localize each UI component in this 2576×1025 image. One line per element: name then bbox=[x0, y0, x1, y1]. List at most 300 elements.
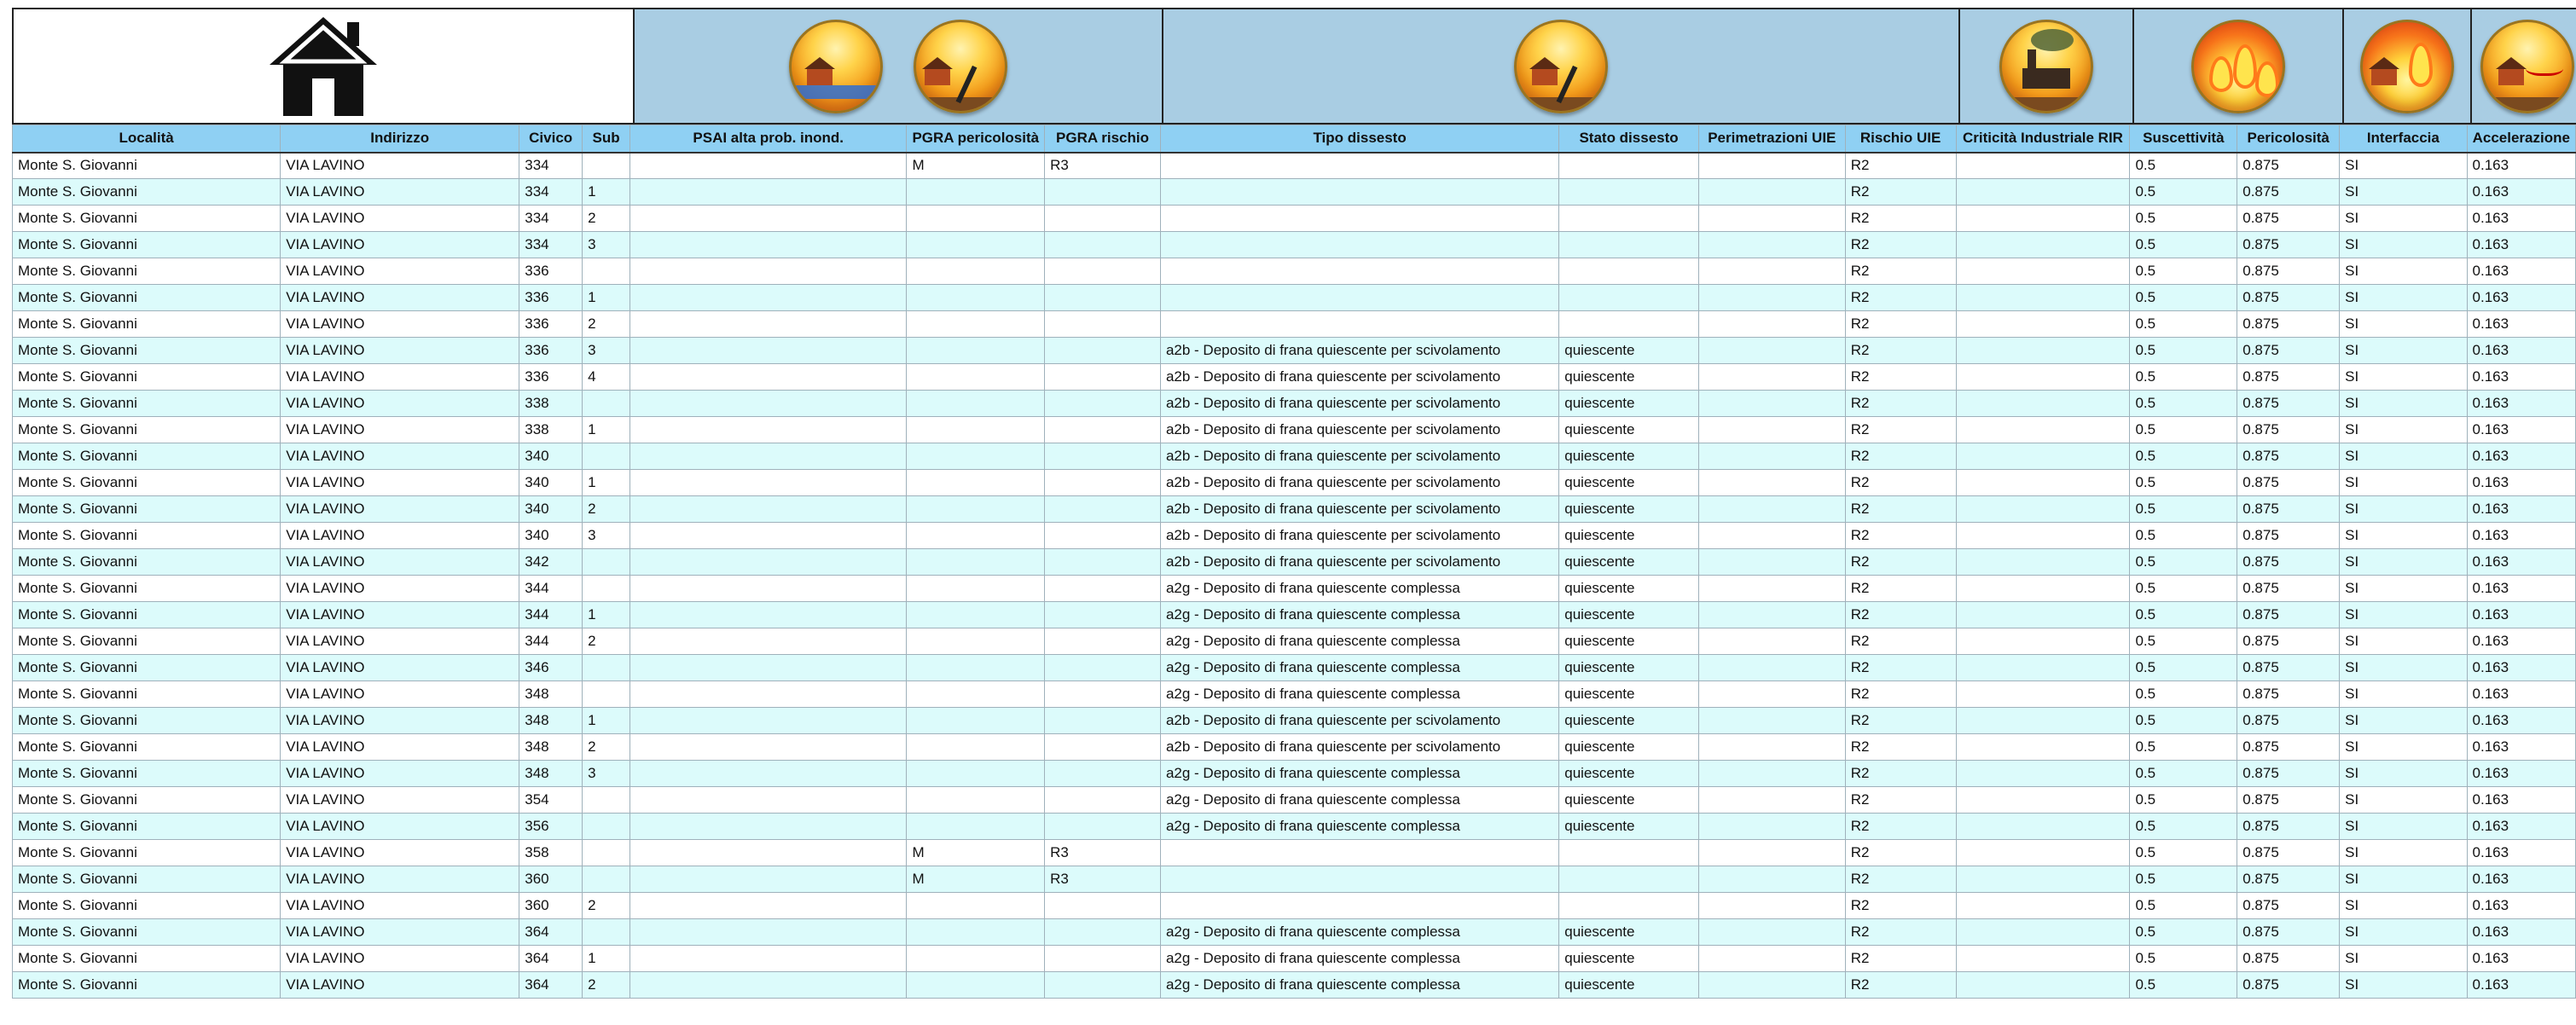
table-cell[interactable]: SI bbox=[2340, 338, 2467, 364]
table-cell[interactable]: 0.163 bbox=[2467, 549, 2575, 576]
table-cell[interactable] bbox=[907, 391, 1045, 417]
table-cell[interactable] bbox=[1045, 893, 1161, 919]
table-cell[interactable] bbox=[629, 179, 906, 206]
table-cell[interactable] bbox=[1698, 311, 1845, 338]
table-cell[interactable] bbox=[1160, 866, 1558, 893]
table-cell[interactable] bbox=[1045, 417, 1161, 443]
table-cell[interactable]: VIA LAVINO bbox=[281, 787, 519, 814]
table-cell[interactable] bbox=[907, 734, 1045, 761]
table-cell[interactable]: VIA LAVINO bbox=[281, 628, 519, 655]
table-cell[interactable]: VIA LAVINO bbox=[281, 972, 519, 999]
table-cell[interactable]: 0.875 bbox=[2237, 391, 2340, 417]
table-cell[interactable]: R2 bbox=[1845, 840, 1956, 866]
table-cell[interactable]: quiescente bbox=[1559, 523, 1699, 549]
table-cell[interactable] bbox=[629, 893, 906, 919]
table-cell[interactable] bbox=[1160, 840, 1558, 866]
table-cell[interactable]: 0.163 bbox=[2467, 523, 2575, 549]
table-cell[interactable]: quiescente bbox=[1559, 364, 1699, 391]
table-cell[interactable]: SI bbox=[2340, 628, 2467, 655]
table-cell[interactable]: Monte S. Giovanni bbox=[13, 576, 281, 602]
table-cell[interactable] bbox=[1956, 708, 2130, 734]
table-cell[interactable]: 364 bbox=[519, 972, 583, 999]
table-cell[interactable]: VIA LAVINO bbox=[281, 734, 519, 761]
table-cell[interactable]: SI bbox=[2340, 258, 2467, 285]
table-cell[interactable]: Monte S. Giovanni bbox=[13, 761, 281, 787]
table-cell[interactable] bbox=[907, 972, 1045, 999]
table-cell[interactable]: a2g - Deposito di frana quiescente complessa bbox=[1160, 972, 1558, 999]
table-cell[interactable]: 0.163 bbox=[2467, 734, 2575, 761]
table-cell[interactable] bbox=[629, 814, 906, 840]
table-cell[interactable]: 0.875 bbox=[2237, 893, 2340, 919]
table-cell[interactable] bbox=[1045, 602, 1161, 628]
column-header[interactable]: Suscettività bbox=[2130, 125, 2237, 153]
table-cell[interactable] bbox=[1698, 206, 1845, 232]
column-header[interactable]: PGRA pericolosità bbox=[907, 125, 1045, 153]
table-cell[interactable]: SI bbox=[2340, 761, 2467, 787]
table-cell[interactable] bbox=[1045, 285, 1161, 311]
table-cell[interactable]: 0.875 bbox=[2237, 206, 2340, 232]
table-cell[interactable]: Monte S. Giovanni bbox=[13, 866, 281, 893]
table-cell[interactable]: 0.5 bbox=[2130, 285, 2237, 311]
table-cell[interactable]: a2b - Deposito di frana quiescente per scivolamento bbox=[1160, 708, 1558, 734]
table-cell[interactable]: 1 bbox=[583, 285, 630, 311]
table-cell[interactable]: quiescente bbox=[1559, 919, 1699, 946]
table-cell[interactable]: Monte S. Giovanni bbox=[13, 549, 281, 576]
table-cell[interactable]: VIA LAVINO bbox=[281, 814, 519, 840]
table-cell[interactable]: 0.875 bbox=[2237, 946, 2340, 972]
table-cell[interactable] bbox=[1698, 919, 1845, 946]
table-cell[interactable] bbox=[1045, 523, 1161, 549]
table-cell[interactable]: R2 bbox=[1845, 523, 1956, 549]
column-header[interactable]: Indirizzo bbox=[281, 125, 519, 153]
table-cell[interactable] bbox=[1045, 311, 1161, 338]
table-cell[interactable]: 1 bbox=[583, 417, 630, 443]
table-cell[interactable] bbox=[1956, 549, 2130, 576]
table-cell[interactable]: 0.5 bbox=[2130, 919, 2237, 946]
table-cell[interactable]: 0.5 bbox=[2130, 708, 2237, 734]
column-header[interactable]: Località bbox=[13, 125, 281, 153]
table-cell[interactable]: R2 bbox=[1845, 549, 1956, 576]
table-cell[interactable] bbox=[1956, 893, 2130, 919]
table-cell[interactable]: R2 bbox=[1845, 655, 1956, 681]
table-cell[interactable]: SI bbox=[2340, 840, 2467, 866]
table-cell[interactable]: quiescente bbox=[1559, 972, 1699, 999]
table-cell[interactable]: 334 bbox=[519, 232, 583, 258]
table-cell[interactable]: VIA LAVINO bbox=[281, 258, 519, 285]
table-cell[interactable]: VIA LAVINO bbox=[281, 866, 519, 893]
table-cell[interactable]: R2 bbox=[1845, 628, 1956, 655]
table-cell[interactable] bbox=[1045, 576, 1161, 602]
table-cell[interactable]: quiescente bbox=[1559, 338, 1699, 364]
table-cell[interactable]: quiescente bbox=[1559, 946, 1699, 972]
table-cell[interactable]: a2b - Deposito di frana quiescente per scivolamento bbox=[1160, 470, 1558, 496]
table-cell[interactable]: 346 bbox=[519, 655, 583, 681]
table-cell[interactable]: 0.163 bbox=[2467, 681, 2575, 708]
table-cell[interactable] bbox=[907, 232, 1045, 258]
table-cell[interactable] bbox=[1956, 232, 2130, 258]
table-cell[interactable]: quiescente bbox=[1559, 708, 1699, 734]
table-cell[interactable]: 348 bbox=[519, 681, 583, 708]
table-cell[interactable]: VIA LAVINO bbox=[281, 311, 519, 338]
column-header[interactable]: PSAI alta prob. inond. bbox=[629, 125, 906, 153]
table-cell[interactable]: quiescente bbox=[1559, 549, 1699, 576]
table-cell[interactable]: SI bbox=[2340, 708, 2467, 734]
table-cell[interactable]: 0.5 bbox=[2130, 364, 2237, 391]
table-cell[interactable]: 3 bbox=[583, 232, 630, 258]
table-cell[interactable] bbox=[1698, 681, 1845, 708]
table-cell[interactable] bbox=[629, 470, 906, 496]
table-cell[interactable] bbox=[907, 576, 1045, 602]
table-cell[interactable]: a2b - Deposito di frana quiescente per scivolamento bbox=[1160, 443, 1558, 470]
table-cell[interactable] bbox=[907, 946, 1045, 972]
table-cell[interactable]: 0.5 bbox=[2130, 734, 2237, 761]
table-cell[interactable]: 338 bbox=[519, 417, 583, 443]
table-cell[interactable]: 1 bbox=[583, 179, 630, 206]
table-cell[interactable] bbox=[1956, 179, 2130, 206]
table-cell[interactable] bbox=[629, 523, 906, 549]
table-cell[interactable] bbox=[907, 311, 1045, 338]
table-cell[interactable]: R2 bbox=[1845, 681, 1956, 708]
table-cell[interactable] bbox=[907, 893, 1045, 919]
table-cell[interactable]: 0.163 bbox=[2467, 866, 2575, 893]
table-cell[interactable] bbox=[907, 628, 1045, 655]
table-cell[interactable] bbox=[1698, 443, 1845, 470]
table-cell[interactable]: M bbox=[907, 840, 1045, 866]
table-cell[interactable]: SI bbox=[2340, 602, 2467, 628]
table-cell[interactable]: 364 bbox=[519, 946, 583, 972]
table-cell[interactable]: VIA LAVINO bbox=[281, 840, 519, 866]
column-header[interactable]: Civico bbox=[519, 125, 583, 153]
table-cell[interactable]: R2 bbox=[1845, 602, 1956, 628]
table-cell[interactable]: SI bbox=[2340, 681, 2467, 708]
table-cell[interactable] bbox=[583, 814, 630, 840]
table-cell[interactable]: VIA LAVINO bbox=[281, 496, 519, 523]
table-cell[interactable]: Monte S. Giovanni bbox=[13, 602, 281, 628]
table-cell[interactable]: 2 bbox=[583, 893, 630, 919]
table-cell[interactable] bbox=[1559, 285, 1699, 311]
table-cell[interactable]: VIA LAVINO bbox=[281, 338, 519, 364]
table-cell[interactable] bbox=[1045, 655, 1161, 681]
table-cell[interactable]: R2 bbox=[1845, 285, 1956, 311]
table-cell[interactable]: 0.163 bbox=[2467, 576, 2575, 602]
table-cell[interactable]: SI bbox=[2340, 417, 2467, 443]
table-cell[interactable]: 0.875 bbox=[2237, 840, 2340, 866]
table-cell[interactable]: 0.163 bbox=[2467, 761, 2575, 787]
table-cell[interactable] bbox=[1956, 443, 2130, 470]
table-cell[interactable] bbox=[629, 946, 906, 972]
table-cell[interactable]: Monte S. Giovanni bbox=[13, 972, 281, 999]
table-cell[interactable]: VIA LAVINO bbox=[281, 285, 519, 311]
table-cell[interactable]: R2 bbox=[1845, 417, 1956, 443]
table-cell[interactable] bbox=[1160, 153, 1558, 179]
table-cell[interactable]: quiescente bbox=[1559, 734, 1699, 761]
table-cell[interactable]: SI bbox=[2340, 470, 2467, 496]
table-cell[interactable]: R2 bbox=[1845, 866, 1956, 893]
table-cell[interactable] bbox=[1559, 232, 1699, 258]
table-cell[interactable]: Monte S. Giovanni bbox=[13, 311, 281, 338]
table-cell[interactable] bbox=[1160, 311, 1558, 338]
table-cell[interactable]: 0.5 bbox=[2130, 681, 2237, 708]
table-cell[interactable] bbox=[1956, 391, 2130, 417]
table-cell[interactable] bbox=[907, 364, 1045, 391]
table-cell[interactable]: R2 bbox=[1845, 338, 1956, 364]
table-cell[interactable] bbox=[1698, 708, 1845, 734]
table-cell[interactable] bbox=[1045, 391, 1161, 417]
table-cell[interactable]: SI bbox=[2340, 391, 2467, 417]
table-cell[interactable] bbox=[907, 285, 1045, 311]
table-cell[interactable]: 3 bbox=[583, 338, 630, 364]
table-cell[interactable]: 0.5 bbox=[2130, 549, 2237, 576]
table-cell[interactable] bbox=[1956, 338, 2130, 364]
table-cell[interactable]: 0.875 bbox=[2237, 866, 2340, 893]
table-cell[interactable] bbox=[907, 549, 1045, 576]
table-cell[interactable] bbox=[907, 496, 1045, 523]
table-cell[interactable] bbox=[1698, 761, 1845, 787]
table-cell[interactable] bbox=[1698, 972, 1845, 999]
table-cell[interactable]: quiescente bbox=[1559, 628, 1699, 655]
table-cell[interactable]: 360 bbox=[519, 893, 583, 919]
table-cell[interactable]: a2g - Deposito di frana quiescente complessa bbox=[1160, 576, 1558, 602]
table-cell[interactable] bbox=[629, 496, 906, 523]
table-cell[interactable]: 334 bbox=[519, 179, 583, 206]
table-cell[interactable] bbox=[1698, 364, 1845, 391]
table-cell[interactable]: VIA LAVINO bbox=[281, 391, 519, 417]
table-cell[interactable]: a2g - Deposito di frana quiescente complessa bbox=[1160, 946, 1558, 972]
table-cell[interactable]: Monte S. Giovanni bbox=[13, 840, 281, 866]
table-cell[interactable] bbox=[629, 206, 906, 232]
table-cell[interactable] bbox=[1698, 179, 1845, 206]
table-cell[interactable]: VIA LAVINO bbox=[281, 153, 519, 179]
table-cell[interactable]: SI bbox=[2340, 364, 2467, 391]
table-cell[interactable]: 2 bbox=[583, 734, 630, 761]
table-cell[interactable]: SI bbox=[2340, 946, 2467, 972]
table-cell[interactable] bbox=[1559, 311, 1699, 338]
table-cell[interactable]: 0.5 bbox=[2130, 866, 2237, 893]
table-cell[interactable] bbox=[1045, 946, 1161, 972]
table-cell[interactable]: Monte S. Giovanni bbox=[13, 285, 281, 311]
table-cell[interactable]: 0.163 bbox=[2467, 602, 2575, 628]
table-cell[interactable]: 0.163 bbox=[2467, 655, 2575, 681]
table-cell[interactable] bbox=[1698, 258, 1845, 285]
table-cell[interactable] bbox=[907, 470, 1045, 496]
table-cell[interactable]: 342 bbox=[519, 549, 583, 576]
table-cell[interactable]: 348 bbox=[519, 761, 583, 787]
table-cell[interactable] bbox=[1045, 628, 1161, 655]
table-cell[interactable]: 0.163 bbox=[2467, 814, 2575, 840]
table-cell[interactable]: VIA LAVINO bbox=[281, 179, 519, 206]
table-cell[interactable]: 0.5 bbox=[2130, 179, 2237, 206]
table-cell[interactable]: R2 bbox=[1845, 153, 1956, 179]
table-cell[interactable] bbox=[583, 787, 630, 814]
table-cell[interactable] bbox=[1956, 206, 2130, 232]
table-cell[interactable] bbox=[1698, 734, 1845, 761]
table-cell[interactable] bbox=[629, 258, 906, 285]
table-cell[interactable]: 360 bbox=[519, 866, 583, 893]
table-cell[interactable] bbox=[1956, 866, 2130, 893]
table-cell[interactable]: Monte S. Giovanni bbox=[13, 338, 281, 364]
table-cell[interactable]: VIA LAVINO bbox=[281, 576, 519, 602]
table-cell[interactable]: 0.163 bbox=[2467, 628, 2575, 655]
table-cell[interactable]: quiescente bbox=[1559, 576, 1699, 602]
table-cell[interactable] bbox=[1956, 681, 2130, 708]
table-cell[interactable]: R2 bbox=[1845, 206, 1956, 232]
table-cell[interactable]: Monte S. Giovanni bbox=[13, 814, 281, 840]
table-cell[interactable] bbox=[907, 523, 1045, 549]
table-cell[interactable]: 0.5 bbox=[2130, 338, 2237, 364]
table-cell[interactable]: 0.5 bbox=[2130, 232, 2237, 258]
table-cell[interactable] bbox=[1956, 655, 2130, 681]
table-cell[interactable]: 0.875 bbox=[2237, 734, 2340, 761]
table-cell[interactable]: 0.5 bbox=[2130, 470, 2237, 496]
table-cell[interactable]: a2b - Deposito di frana quiescente per scivolamento bbox=[1160, 549, 1558, 576]
table-cell[interactable] bbox=[1045, 179, 1161, 206]
table-cell[interactable] bbox=[1160, 232, 1558, 258]
table-cell[interactable] bbox=[1559, 179, 1699, 206]
table-cell[interactable] bbox=[629, 708, 906, 734]
table-cell[interactable]: R2 bbox=[1845, 919, 1956, 946]
table-cell[interactable]: SI bbox=[2340, 179, 2467, 206]
table-cell[interactable]: VIA LAVINO bbox=[281, 919, 519, 946]
table-cell[interactable] bbox=[629, 761, 906, 787]
table-cell[interactable] bbox=[1956, 734, 2130, 761]
table-cell[interactable]: 336 bbox=[519, 364, 583, 391]
table-cell[interactable]: Monte S. Giovanni bbox=[13, 787, 281, 814]
table-cell[interactable] bbox=[629, 417, 906, 443]
table-cell[interactable]: R2 bbox=[1845, 311, 1956, 338]
table-cell[interactable]: 0.875 bbox=[2237, 576, 2340, 602]
table-cell[interactable]: 0.5 bbox=[2130, 787, 2237, 814]
table-cell[interactable] bbox=[1956, 285, 2130, 311]
table-cell[interactable]: 0.875 bbox=[2237, 443, 2340, 470]
table-cell[interactable]: 0.163 bbox=[2467, 364, 2575, 391]
table-cell[interactable]: 0.875 bbox=[2237, 972, 2340, 999]
table-cell[interactable] bbox=[629, 972, 906, 999]
table-cell[interactable]: quiescente bbox=[1559, 787, 1699, 814]
table-cell[interactable]: 348 bbox=[519, 708, 583, 734]
table-cell[interactable] bbox=[629, 787, 906, 814]
table-cell[interactable] bbox=[1956, 946, 2130, 972]
table-cell[interactable] bbox=[1698, 946, 1845, 972]
table-cell[interactable]: VIA LAVINO bbox=[281, 470, 519, 496]
table-cell[interactable]: 0.5 bbox=[2130, 258, 2237, 285]
table-cell[interactable]: SI bbox=[2340, 787, 2467, 814]
table-cell[interactable] bbox=[629, 443, 906, 470]
table-cell[interactable] bbox=[907, 655, 1045, 681]
table-cell[interactable]: 2 bbox=[583, 311, 630, 338]
table-cell[interactable]: quiescente bbox=[1559, 391, 1699, 417]
table-cell[interactable] bbox=[629, 311, 906, 338]
table-cell[interactable]: 0.5 bbox=[2130, 443, 2237, 470]
table-cell[interactable]: SI bbox=[2340, 814, 2467, 840]
table-cell[interactable] bbox=[1956, 840, 2130, 866]
table-cell[interactable]: 0.875 bbox=[2237, 496, 2340, 523]
table-cell[interactable]: Monte S. Giovanni bbox=[13, 417, 281, 443]
table-cell[interactable] bbox=[1956, 153, 2130, 179]
table-cell[interactable]: 0.5 bbox=[2130, 391, 2237, 417]
table-cell[interactable]: a2g - Deposito di frana quiescente complessa bbox=[1160, 681, 1558, 708]
table-cell[interactable] bbox=[1045, 919, 1161, 946]
table-cell[interactable]: a2g - Deposito di frana quiescente complessa bbox=[1160, 628, 1558, 655]
table-cell[interactable]: 344 bbox=[519, 602, 583, 628]
table-cell[interactable] bbox=[629, 285, 906, 311]
column-header[interactable]: Rischio UIE bbox=[1845, 125, 1956, 153]
table-cell[interactable] bbox=[1698, 496, 1845, 523]
table-cell[interactable] bbox=[907, 206, 1045, 232]
table-cell[interactable]: 0.5 bbox=[2130, 496, 2237, 523]
table-cell[interactable] bbox=[1698, 549, 1845, 576]
table-cell[interactable]: 0.875 bbox=[2237, 417, 2340, 443]
table-cell[interactable]: 0.5 bbox=[2130, 655, 2237, 681]
table-cell[interactable]: 0.875 bbox=[2237, 338, 2340, 364]
table-cell[interactable]: VIA LAVINO bbox=[281, 946, 519, 972]
table-cell[interactable]: 0.163 bbox=[2467, 311, 2575, 338]
table-cell[interactable]: VIA LAVINO bbox=[281, 681, 519, 708]
table-cell[interactable] bbox=[907, 787, 1045, 814]
table-cell[interactable]: SI bbox=[2340, 206, 2467, 232]
table-cell[interactable]: 340 bbox=[519, 496, 583, 523]
table-cell[interactable] bbox=[1698, 628, 1845, 655]
table-cell[interactable]: 0.5 bbox=[2130, 972, 2237, 999]
table-cell[interactable]: 0.875 bbox=[2237, 470, 2340, 496]
table-cell[interactable] bbox=[1956, 814, 2130, 840]
table-cell[interactable]: VIA LAVINO bbox=[281, 893, 519, 919]
table-cell[interactable]: 0.875 bbox=[2237, 258, 2340, 285]
table-cell[interactable]: 358 bbox=[519, 840, 583, 866]
table-cell[interactable]: 0.163 bbox=[2467, 443, 2575, 470]
table-cell[interactable]: a2b - Deposito di frana quiescente per scivolamento bbox=[1160, 734, 1558, 761]
table-cell[interactable] bbox=[629, 576, 906, 602]
table-cell[interactable] bbox=[1045, 761, 1161, 787]
table-cell[interactable]: 0.875 bbox=[2237, 232, 2340, 258]
table-cell[interactable]: 0.5 bbox=[2130, 946, 2237, 972]
table-cell[interactable]: Monte S. Giovanni bbox=[13, 258, 281, 285]
table-cell[interactable] bbox=[1045, 708, 1161, 734]
table-cell[interactable]: 0.163 bbox=[2467, 258, 2575, 285]
table-cell[interactable]: a2b - Deposito di frana quiescente per scivolamento bbox=[1160, 523, 1558, 549]
table-cell[interactable]: Monte S. Giovanni bbox=[13, 628, 281, 655]
table-cell[interactable] bbox=[1956, 972, 2130, 999]
table-cell[interactable]: 0.5 bbox=[2130, 576, 2237, 602]
table-cell[interactable]: Monte S. Giovanni bbox=[13, 391, 281, 417]
table-cell[interactable] bbox=[907, 681, 1045, 708]
table-cell[interactable]: Monte S. Giovanni bbox=[13, 364, 281, 391]
table-cell[interactable]: Monte S. Giovanni bbox=[13, 708, 281, 734]
column-header[interactable]: Tipo dissesto bbox=[1160, 125, 1558, 153]
table-cell[interactable]: 1 bbox=[583, 708, 630, 734]
table-cell[interactable] bbox=[1956, 258, 2130, 285]
table-cell[interactable]: 1 bbox=[583, 946, 630, 972]
table-cell[interactable]: R2 bbox=[1845, 814, 1956, 840]
table-cell[interactable]: 0.5 bbox=[2130, 311, 2237, 338]
table-cell[interactable] bbox=[583, 153, 630, 179]
table-cell[interactable] bbox=[907, 814, 1045, 840]
table-cell[interactable]: 2 bbox=[583, 206, 630, 232]
table-cell[interactable] bbox=[629, 232, 906, 258]
table-cell[interactable] bbox=[629, 628, 906, 655]
column-header[interactable]: Pericolosità bbox=[2237, 125, 2340, 153]
table-cell[interactable]: 344 bbox=[519, 576, 583, 602]
table-cell[interactable]: a2g - Deposito di frana quiescente complessa bbox=[1160, 761, 1558, 787]
table-cell[interactable]: 3 bbox=[583, 761, 630, 787]
table-cell[interactable]: Monte S. Giovanni bbox=[13, 470, 281, 496]
table-cell[interactable] bbox=[1559, 258, 1699, 285]
table-cell[interactable] bbox=[629, 840, 906, 866]
table-cell[interactable]: R2 bbox=[1845, 179, 1956, 206]
table-cell[interactable] bbox=[907, 443, 1045, 470]
table-cell[interactable]: VIA LAVINO bbox=[281, 602, 519, 628]
table-cell[interactable]: R3 bbox=[1045, 153, 1161, 179]
table-cell[interactable]: 0.875 bbox=[2237, 285, 2340, 311]
